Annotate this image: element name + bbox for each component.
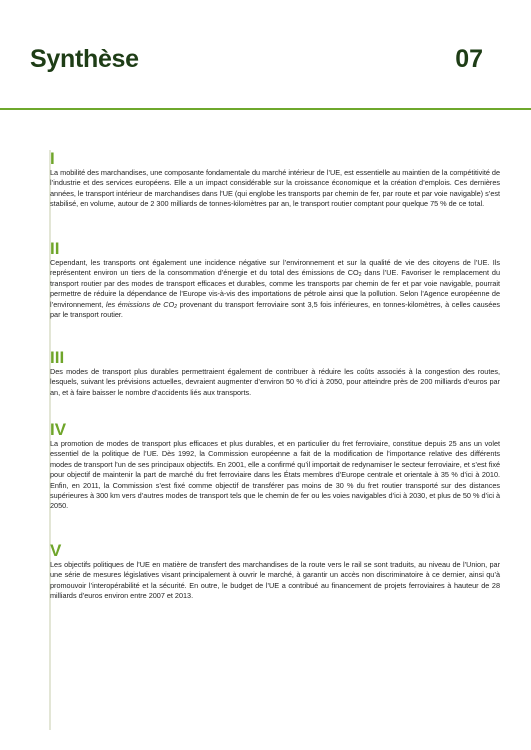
italic-text (106, 300, 177, 309)
section-text-part: les émissions de CO (105, 299, 175, 309)
section-i (50, 150, 500, 210)
section-text-part: Cependant, les transports ont également une incidence négative sur l’environnement et sur la qualité de vie des citoyens de l’UE. Ils représentent environ un tiers de la consommation d’énergie et du total des émissions de CO (50, 258, 500, 278)
section-ii (50, 240, 500, 320)
section-text-part: dans l’UE. Favoriser le remplacement du transport routier par des modes de transport efficaces et durables, comme les transports par chemin de fer et par voie navigable, pourrait permettre de réduire la dépendance de l’Europe vis-à-vis des importations de pétrole ainsi que la pollution. Selon l’Agence européenne de l’environnement, (50, 268, 500, 309)
header-divider (0, 108, 531, 110)
section-iii (50, 349, 500, 398)
subscript: 2 (174, 303, 177, 310)
section-text: La mobilité des marchandises, une composante fondamentale du marché intérieur de l’UE, est essentielle au maintien de la compétitivité de l’industrie et des services européens. Elle a un impact considérable sur la croissance économique et la création d’emplois. Ces dernières années, le transport intérieur de marchandises dans l’UE (qui englobe les transports par chemin de fer, par route et par voie navigable) s’est stabilisé, en volume, autour de 2 300 milliards de tonnes-kilomètres par an, le transport routier comptant pour quelque 75 % de ce total. (50, 168, 500, 209)
section-numeral: III (50, 348, 65, 367)
section-numeral: V (50, 541, 62, 560)
section-numeral: IV (50, 420, 67, 439)
section-v (50, 542, 500, 602)
section-text: Des modes de transport plus durables permettraient également de contribuer à réduire les coûts associés à la congestion des routes, lesquels, suivant les prévisions actuelles, devraient augmenter d’environ 50 % d’ici à 2050, pour atteindre près de 200 milliards d’euros par an, et à faire baisser le nombre d’accidents liés aux transports. (50, 367, 500, 397)
page-title: Synthèse (30, 45, 139, 73)
section-numeral: I (50, 149, 55, 168)
section-text: Les objectifs politiques de l’UE en matière de transfert des marchandises de la route vers le rail se sont traduits, au niveau de l’Union, par une série de mesures législatives visant principalement à ouvrir le marché, à garantir un accès non discriminatoire à ce dernier, ainsi qu’à promouvoir l’interopérabilité et la sécurité. En outre, le budget de l’UE a contribué au financement de projets ferroviaires à hauteur de 28 milliards d’euros environ entre 2007 et 2013. (50, 560, 500, 601)
section-text (50, 258, 500, 320)
section-numeral: II (50, 239, 60, 258)
section-text: La promotion de modes de transport plus efficaces et plus durables, et en particulier du fret ferroviaire, constitue depuis 25 ans un volet essentiel de la politique de l’UE. Dès 1992, la Commission européenne a fait de la modification de l’importance relative des différents modes de transport l’un de ses principaux objectifs. En 2001, elle a confirmé qu’il importait de redynamiser le secteur ferroviaire, et s’est fixé pour objectif de maintenir la part de marché du fret ferroviaire dans les États membres d’Europe centrale et orientale à 35 % d’ici à 2010. Enfin, en 2011, la Commission s’est fixé comme objectif de transférer pas moins de 30 % du fret routier transporté sur des distances supérieures à 300 km vers d’autres modes de transport tels que le chemin de fer ou les voies navigables d’ici à 2030, et plus de 50 % d’ici à 2050. (50, 439, 500, 511)
page-number: 07 (455, 45, 483, 73)
subscript: 2 (358, 272, 362, 279)
section-text-part: provenant du transport ferroviaire sont 3,5 fois inférieures, en tonnes-kilomètres, à celles causées par le transport routier. (50, 299, 500, 320)
section-iv (50, 421, 500, 512)
